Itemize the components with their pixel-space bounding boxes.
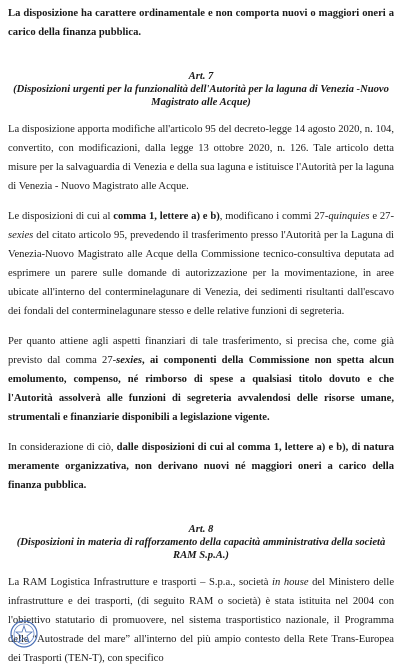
text-run: , modificano i commi 27-: [219, 211, 329, 222]
art7-heading: [8, 70, 394, 109]
text-run: In considerazione di ciò,: [8, 442, 117, 453]
text-run: del Ministero delle infrastrutture e dei trasporti, (di seguito RAM o società) è stata istituita nel 2004 con l'obiettivo statutario di promuovere, nel sistema trasportistico nazionale, il Programma delle “Autostrade del mare” all'interno del più ampio contesto della Rete Trans-Europea dei Trasporti (TEN-T), con specifico: [8, 577, 395, 664]
bold-run: dalle disposizioni di cui al comma 1, lettere a) e b), di natura meramente organizzativa, non derivano nuovi né maggiori oneri a carico della finanza pubblica.: [8, 442, 395, 491]
art7-subtitle: (Disposizioni urgenti per la funzionalità dell'Autorità per la laguna di Venezia -Nuovo Magistrato alle Acque): [13, 84, 389, 108]
art8-title: Art. 8: [188, 524, 214, 535]
italic-run: quinquies: [328, 211, 370, 222]
art7-title: Art. 7: [188, 71, 214, 82]
bold-run: comma 1, lettere a) e b): [113, 211, 220, 222]
art8-subtitle: (Disposizioni in materia di rafforzamento della capacità amministrativa della società RAM S.p.A.): [16, 537, 386, 561]
text-run: Per quanto attiene agli aspetti finanziari di tale trasferimento, si precisa che, come già previsto dal comma 27-: [8, 336, 394, 366]
italic-run: in house: [272, 577, 309, 588]
text-run: del citato articolo 95, prevedendo il trasferimento presso l'Autorità per la Laguna di Venezia-Nuovo Magistrato alle Acque della Commissione tecnico-consultiva deputata ad esprimere un parere sulle domande di autorizzazione per la movimentazione, in aree ubicate all'interno del conterminelagunare di Venezia, dei sedimenti risultanti dall'escavo dei fondali del conterminelagunare stesso e delle relative funzioni di segreteria.: [8, 230, 394, 317]
art8-heading: [8, 523, 394, 562]
art7-paragraph-4: [8, 438, 394, 495]
text-run: e 27-: [369, 211, 394, 222]
republic-seal-icon: [10, 620, 38, 648]
intro-paragraph: La disposizione ha carattere ordinamentale e non comporta nuovi o maggiori oneri a carico della finanza pubblica.: [8, 8, 394, 38]
text-run: La RAM Logistica Infrastrutture e trasporti – S.p.a., società: [8, 577, 273, 588]
bold-run: , ai componenti della Commissione non spetta alcun emolumento, compenso, né rimborso di spese a qualsiasi titolo dovuto e che l'Autorità assolverà alle funzioni di segreteria avvalendosi delle risorse umane, strumentali e finanziarie disponibili a legislazione vigente.: [8, 355, 394, 423]
italic-run: sexies: [8, 230, 34, 241]
art7-paragraph-2: [8, 207, 394, 321]
document-page: [8, 4, 394, 668]
art7-paragraph-1: La disposizione apporta modifiche all'articolo 95 del decreto-legge 14 agosto 2020, n. 104, convertito, con modificazioni, dalla legge 13 ottobre 2020, n. 126. Tale articolo detta misure per la salvaguardia di Venezia e della sua laguna e istituisce l'Autorità per la laguna di Venezia - Nuovo Magistrato alle Acque.: [8, 124, 394, 192]
art7-paragraph-3: [8, 332, 394, 427]
text-run: Le disposizioni di cui al: [8, 211, 114, 222]
italic-run: sexies: [116, 355, 143, 366]
